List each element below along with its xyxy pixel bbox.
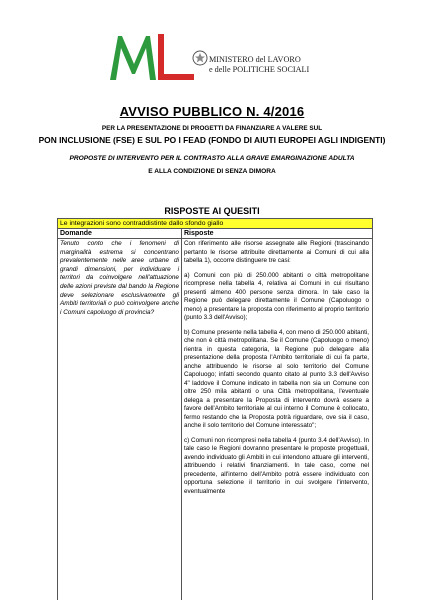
subtitle-line-1: PER LA PRESENTAZIONE DI PROGETTI DA FINANZIARE A VALERE SUL — [101, 125, 323, 132]
answer-cell — [182, 239, 372, 600]
qa-table — [57, 218, 373, 600]
svg-text:ML: ML — [108, 30, 110, 31]
table-row — [58, 239, 372, 600]
answer-intro: Con riferimento alle risorse assegnate alle Regioni (trascinando pertanto le risorse attribuite direttamente ai Comuni di cui alla tabella 1), occorre distinguere tre casi: — [184, 240, 369, 264]
subtitle-line-4: E ALLA CONDIZIONE DI SENZA DIMORA — [148, 168, 276, 175]
highlight-note: Le integrazioni sono contraddistinte dallo sfondo giallo — [58, 219, 372, 229]
col-header-risposte: Risposte — [184, 230, 214, 237]
subtitle-line-2: PON INCLUSIONE (FSE) E SUL PO I FEAD (FONDO DI AIUTI EUROPEI AGLI INDIGENTI) — [38, 135, 386, 145]
answer-case-c: c) Comuni non ricompresi nella tabella 4 (punto 3.4 dell'Avviso). In tale caso le Regioni dovranno presentare le proposte progettuali, avendo individuato gli Ambiti in cui intendono attuare gli interventi, attribuendo i relativi finanziamenti. In tale caso, come nel precedente, all'interno dell'Ambito potrà essere individuato con opportuna selezione il territorio in cui svolgere l'intervento, eventualmente — [184, 436, 369, 495]
answer-case-b: b) Comune presente nella tabella 4, con meno di 250.000 abitanti, che non è città metropolitana. Se il Comune (Capoluogo o meno) rientra in questa categoria, la Regione può delegare alla presentazione della proposta l'Ambito territoriale di cui fa parte, anche attribuendo le risorse al solo territorio del Comune Capoluogo; infatti secondo quanto citato al punto 3.3 dell'Avviso 4" laddove il Comune indicato in tabella non sia un Comune con oltre 250 mila abitanti o una Città metropolitana, l'eventuale delega a presentare la Proposta di intervento dovrà essere a favore dell'Ambito territoriale al cui interno il Comune è collocato, fermo restando che la Proposta potrà riguardare, ove sia il caso, anche il solo territorio del Comune interessato"; — [184, 328, 369, 429]
section-title: RISPOSTE AI QUESITI — [164, 206, 260, 216]
ministry-name — [209, 55, 329, 75]
col-header-domande: Domande — [58, 229, 182, 238]
page-title: AVVISO PUBBLICO N. 4/2016 — [119, 104, 305, 119]
subtitle-line-3: PROPOSTE DI INTERVENTO PER IL CONTRASTO ALLA GRAVE EMARGINAZIONE ADULTA — [69, 155, 355, 162]
ministry-line-1: MINISTERO del LAVORO — [209, 55, 301, 64]
answer-case-a: a) Comuni con più di 250.000 abitanti o città metropolitane ricomprese nella tabella 4, relativa ai Comuni in cui risultano presenti almeno 400 persone senza dimora. In tale caso la Regione può delegare direttamente il Comune (Capoluogo o meno) a presentare la proposta con riferimento al proprio territorio (punto 3.3 dell'Avviso); — [184, 271, 369, 321]
question-cell: Tenuto conto che i fenomeni di marginalità estrema si concentrano prevalentemente nelle aree urbane di grandi dimensioni, per individuare i territori da coinvolgere nell'attuazione delle azioni previste dal bando la Regione deve selezionare esclusivamente gli Ambiti territoriali o può coinvolgere anche i Comuni capoluogo di provincia? — [58, 239, 182, 600]
table-header-row — [58, 229, 372, 239]
ministry-line-2: e delle POLITICHE SOCIALI — [209, 65, 310, 74]
